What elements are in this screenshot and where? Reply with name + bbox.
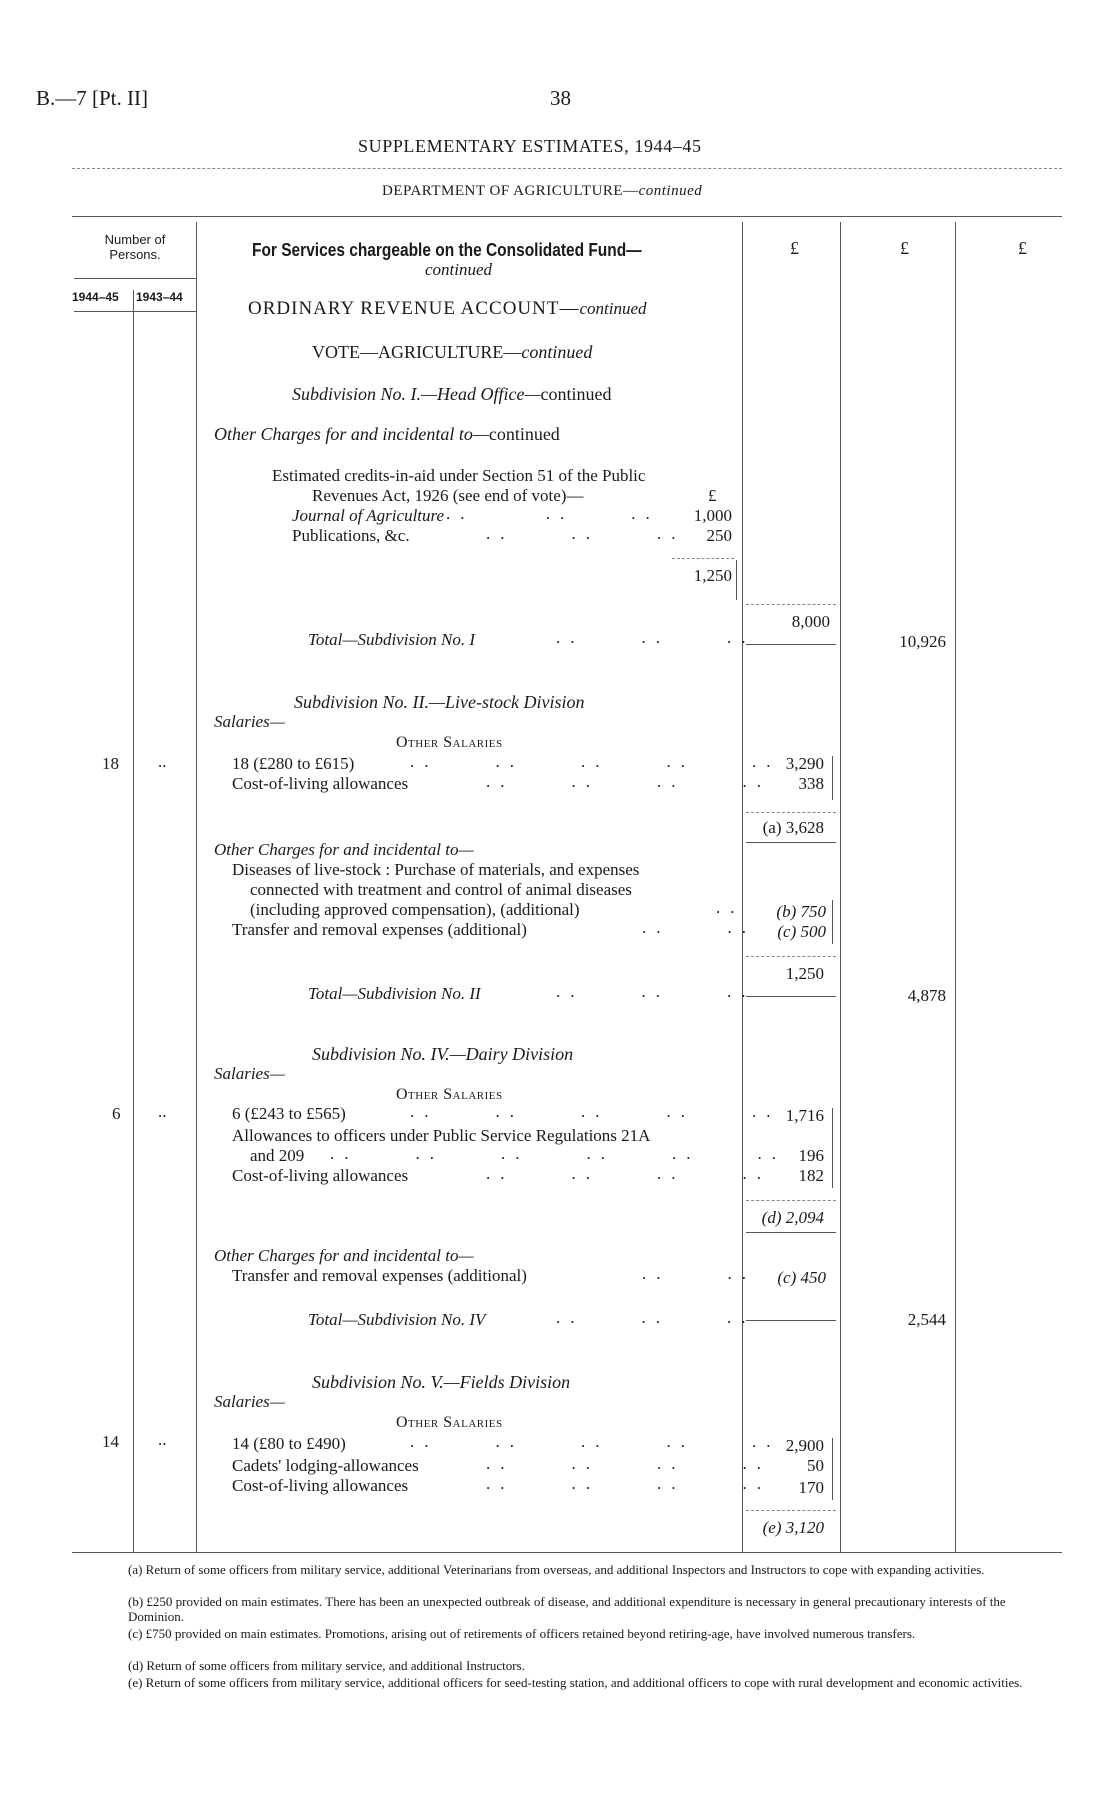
sub1-other-charges-continued: continued [488, 424, 560, 444]
year-previous-header: 1943–44 [136, 290, 183, 304]
sub4-line1-label: 6 (£243 to £565) [232, 1104, 346, 1123]
sub1-credits-total: 1,250 [693, 566, 732, 585]
column-rule-amount1 [742, 222, 743, 1552]
sub1-credits-rule [672, 558, 734, 559]
leader-dots: .. .. .. .. .. [410, 752, 781, 771]
sub5-line2-label: Cadets' lodging-allowances [232, 1456, 419, 1475]
sub1-heading-continued: continued [540, 384, 612, 404]
sub1-other-charges-text: Other Charges for and incidental to— [214, 424, 489, 444]
department-title [382, 183, 702, 200]
sub4-other-charges: Other Charges for and incidental to— [214, 1246, 474, 1265]
sub2-persons-current: 18 [102, 754, 119, 773]
sub1-heading [292, 384, 611, 405]
sub4-line2-value: 196 [798, 1146, 824, 1165]
sub4-persons-previous: .. [158, 1102, 167, 1121]
footnote-c: (c) £750 provided on main estimates. Promotions, arising out of retirements of officers retained beyond retiring-age, have involved numerous transfers. [128, 1626, 916, 1641]
leader-dots: .. .. .. .. [486, 1474, 771, 1493]
leader-dots: .. .. .. [556, 1308, 756, 1327]
leader-dots: .. .. .. .. .. [410, 1102, 781, 1121]
sub2-line2-value: 338 [798, 774, 824, 793]
footnote-e: (e) Return of some officers from military service, additional officers for seed-testing station, and additional officers to cope with rural development and economic activities. [128, 1675, 1023, 1690]
sub4-total-rule [746, 1320, 836, 1321]
sub1-bracket [736, 560, 737, 600]
sub4-line2b-label: and 209 [250, 1146, 305, 1165]
sub4-salaries-underline [746, 1232, 836, 1233]
sub1-other-charges [214, 424, 560, 445]
sub5-salaries: Salaries— [214, 1392, 285, 1411]
sub5-salaries-total: (e) 3,120 [762, 1518, 824, 1537]
sub1-publications-value: 250 [706, 526, 732, 545]
persons-header-rule [74, 278, 196, 279]
sub4-total-label: Total—Subdivision No. IV [308, 1310, 486, 1329]
sub1-journal-value: 1,000 [693, 506, 732, 525]
pound-sign-col1: £ [790, 238, 799, 258]
leader-dots: .. .. [642, 918, 756, 937]
leader-dots: .. .. .. .. [486, 772, 771, 791]
column-rule-amount3 [955, 222, 956, 1552]
document-title: SUPPLEMENTARY ESTIMATES, 1944–45 [358, 136, 702, 156]
pound-sign-col3: £ [1018, 238, 1027, 258]
pound-sign-col2: £ [900, 238, 909, 258]
department-continued: continued [638, 183, 703, 199]
table-top-rule [72, 216, 1062, 217]
sub2-salaries-total: (a) 3,628 [762, 818, 824, 837]
sub2-disease-value: (b) 750 [776, 902, 826, 921]
page-number: 38 [550, 86, 571, 110]
sub2-total-label: Total—Subdivision No. II [308, 984, 481, 1003]
account-name: ORDINARY REVENUE ACCOUNT— [248, 298, 580, 319]
sub4-total-value: 2,544 [907, 1310, 946, 1329]
department-name: DEPARTMENT OF AGRICULTURE— [382, 183, 639, 199]
sub5-line3-value: 170 [798, 1478, 824, 1497]
sub2-disease-line3: (including approved compensation), (additional) [250, 900, 580, 919]
sub2-salaries-bracket [832, 756, 833, 800]
leader-dots: .. .. .. .. [486, 1164, 771, 1183]
services-title: For Services chargeable on the Consolidated Fund— [252, 240, 642, 260]
sub1-other-total: 8,000 [791, 612, 830, 631]
sub2-persons-previous: .. [158, 752, 167, 771]
sub5-heading: Subdivision No. V.—Fields Division [312, 1372, 571, 1392]
vote-title [312, 342, 592, 363]
sub5-other-salaries: Other Salaries [396, 1414, 503, 1431]
sub2-other-bracket [832, 900, 833, 944]
sub2-other-rule [746, 956, 836, 957]
account-continued: continued [579, 299, 647, 318]
services-continued: continued [425, 260, 493, 279]
sub4-transfer-value: (c) 450 [777, 1268, 826, 1287]
sub4-other-salaries: Other Salaries [396, 1086, 503, 1103]
sub4-persons-current: 6 [112, 1104, 121, 1123]
footnote-d: (d) Return of some officers from military service, and additional Instructors. [128, 1658, 525, 1673]
sub4-salaries: Salaries— [214, 1064, 285, 1083]
sub2-salaries: Salaries— [214, 712, 285, 731]
sub2-disease-line1: Diseases of live-stock : Purchase of materials, and expenses [232, 860, 640, 879]
column-rule-persons [196, 222, 197, 1552]
sub4-salaries-rule [746, 1200, 836, 1201]
sub4-line3-value: 182 [798, 1166, 824, 1185]
sub2-transfer-value: (c) 500 [777, 922, 826, 941]
sub2-other-total: 1,250 [785, 964, 824, 983]
sub1-heading-text: Subdivision No. I.—Head Office— [292, 384, 541, 404]
account-title [248, 298, 647, 320]
sub2-line1-label: 18 (£280 to £615) [232, 754, 355, 773]
sub1-credits-pound: £ [708, 486, 717, 505]
sub2-transfer-label: Transfer and removal expenses (additional) [232, 920, 527, 939]
vote-name: VOTE—AGRICULTURE— [312, 342, 522, 362]
year-header-rule [74, 311, 196, 312]
footnote-b: (b) £250 provided on main estimates. There has been an unexpected outbreak of disease, and additional expenditure is necessary in general precautionary interests of the Dominion. [128, 1594, 1006, 1624]
sub5-salaries-rule [746, 1510, 836, 1511]
sub5-persons-current: 14 [102, 1432, 119, 1451]
sub2-other-salaries: Other Salaries [396, 734, 503, 751]
sub1-credits-line1: Estimated credits-in-aid under Section 51 of the Public [272, 466, 646, 485]
column-rule-years [133, 290, 134, 1552]
leader-dots: .. .. .. [556, 628, 756, 647]
sub1-total-label: Total—Subdivision No. I [308, 630, 476, 649]
sub2-line1-value: 3,290 [785, 754, 824, 773]
vote-continued: continued [521, 342, 593, 362]
sub5-line3-label: Cost-of-living allowances [232, 1476, 409, 1495]
sub5-persons-previous: .. [158, 1430, 167, 1449]
sub2-salaries-rule [746, 812, 836, 813]
title-rule [72, 168, 1062, 169]
sub2-total-value: 4,878 [907, 986, 946, 1005]
sub5-salaries-bracket [832, 1438, 833, 1500]
leader-dots: .. .. .. [556, 982, 756, 1001]
sub5-line2-value: 50 [807, 1456, 824, 1475]
leader-dots: .. .. [642, 1264, 756, 1283]
sub1-other-rule [746, 604, 836, 605]
sub4-heading: Subdivision No. IV.—Dairy Division [312, 1044, 574, 1064]
sub1-journal-label: Journal of Agriculture [292, 506, 445, 525]
sub5-line1-label: 14 (£80 to £490) [232, 1434, 346, 1453]
sub2-line2-label: Cost-of-living allowances [232, 774, 409, 793]
sub2-heading: Subdivision No. II.—Live-stock Division [294, 692, 585, 712]
sub4-line1-value: 1,716 [785, 1106, 824, 1125]
sub4-salaries-total: (d) 2,094 [761, 1208, 824, 1227]
footnote-a: (a) Return of some officers from military service, additional Veterinarians from overseas, and additional Inspectors and Instructors to cope with expanding activities. [128, 1562, 985, 1577]
sub4-line3-label: Cost-of-living allowances [232, 1166, 409, 1185]
sub4-line2a-label: Allowances to officers under Public Service Regulations 21A [232, 1126, 651, 1145]
year-current-header: 1944–45 [72, 290, 119, 304]
sub1-publications-label: Publications, &c. [292, 526, 410, 545]
footnote-rule [72, 1552, 1062, 1553]
sub1-credits-line2: Revenues Act, 1926 (see end of vote)— [312, 486, 584, 505]
sub1-total-rule [746, 644, 836, 645]
number-of-persons-header: Number of Persons. [104, 232, 166, 262]
sub1-total-value: 10,926 [899, 632, 946, 651]
page-reference: B.—7 [Pt. II] [36, 86, 148, 110]
sub2-other-charges: Other Charges for and incidental to— [214, 840, 474, 859]
leader-dots: .. .. .. .. .. .. [330, 1144, 786, 1163]
leader-dots: .. [716, 898, 745, 917]
leader-dots: .. .. .. .. .. [410, 1432, 781, 1451]
sub4-salaries-bracket [832, 1108, 833, 1188]
leader-dots: .. .. .. [486, 524, 686, 543]
sub2-salaries-underline [746, 842, 836, 843]
sub4-transfer-label: Transfer and removal expenses (additional) [232, 1266, 527, 1285]
sub2-disease-line2: connected with treatment and control of animal diseases [250, 880, 632, 899]
column-rule-amount2 [840, 222, 841, 1552]
sub5-line1-value: 2,900 [785, 1436, 824, 1455]
sub2-total-rule [746, 996, 836, 997]
leader-dots: .. .. .. [446, 504, 660, 523]
leader-dots: .. .. .. .. [486, 1454, 771, 1473]
